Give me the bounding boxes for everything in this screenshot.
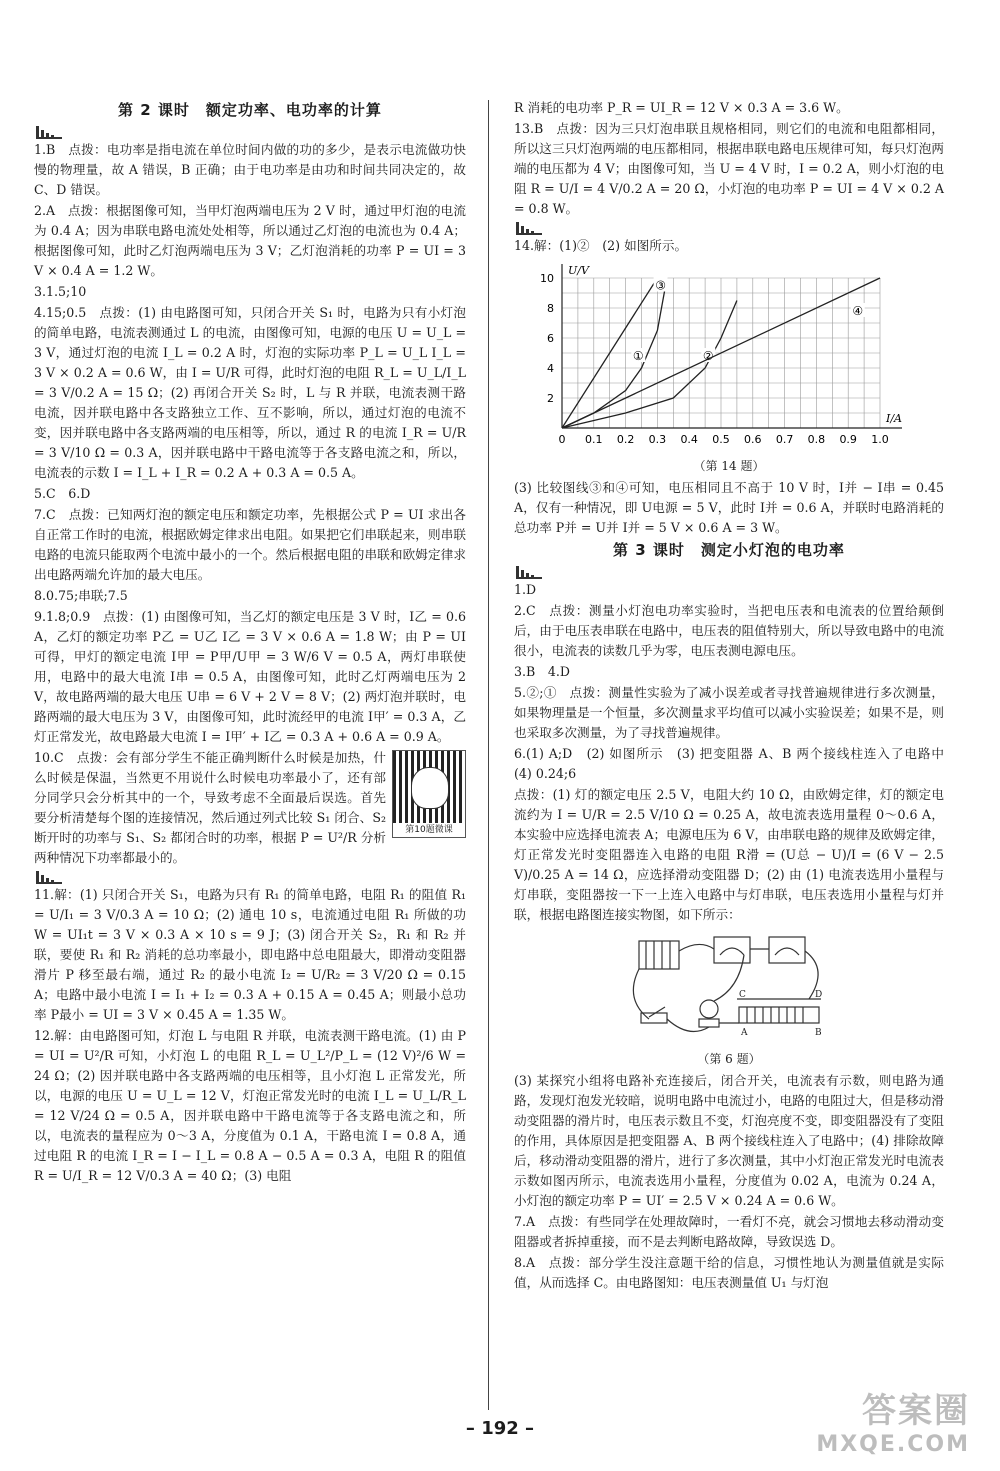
answer-r6-part-3: (3) 某探究小组将电路补充连接后，闭合开关，电流表有示数，则电路为通路，发现灯泡发光较暗，说明电路中电流过小，电路的电阻过大，但是移动滑动变阻器的滑片时，电压表示数且不变，灯泡亮度不变，即变阻器没有了变阻的作用，具体原因是把变阻器 A、B 两个接线柱连入了电路中；(4) 排除故障后，移动滑动变阻器的滑片，进行了多次测量，其中小灯泡正常发光时电流表示数如图丙所示，电流表选用小量程，分度值为 0.02 A，电流为 0.24 A，小灯泡的额定功率 P = UI′ = 2.5 V × 0.24 A = 0.6 W。 (514, 1073, 944, 1208)
svg-text:A: A (741, 1028, 748, 1038)
section-title-lesson-3: 第 3 课时 测定小灯泡的电功率 (613, 541, 845, 559)
level-1-icon (34, 124, 466, 140)
answer-1: 1.B 点拨：电功率是指电流在单位时间内做的功的多少，是表示电流做功快慢的物理量，故 A 错误，B 正确；由于电功率是由功和时间共同决定的，故 C、D 错误。 (34, 142, 466, 197)
answer-14-part-3: (3) 比较图线③和④可知，电压相同且不高于 10 V 时，I并 − I串 = 0.45 A，仅有一种情况，即 U电源 = 5 V，此时 I并 = 0.6 A，并联时电路消耗的总功率 P并 = U并 I并 = 5 V × 0.6 A = 3 W。 (514, 480, 944, 535)
x-tick-label: 0 (558, 433, 566, 446)
bulb-icon (700, 1000, 718, 1018)
series-line (562, 301, 737, 429)
page-number: – 192 – (465, 1418, 535, 1439)
x-tick-label: 1.0 (871, 433, 889, 446)
level-1-icon-lesson-3 (514, 564, 944, 580)
y-tick-label: 10 (540, 272, 554, 285)
series-label: ① (632, 349, 644, 363)
battery-icon (639, 941, 679, 969)
circuit-diagram-icon (619, 929, 839, 1049)
answer-r3-4: 3.B 4.D (514, 664, 570, 679)
ammeter-icon (714, 937, 750, 963)
qr-code-icon[interactable] (392, 750, 466, 838)
series-label: ④ (852, 304, 864, 318)
answer-14: 14.解：(1)② (2) 如图所示。 (514, 238, 688, 253)
watermark-logo (816, 1383, 970, 1457)
x-tick-label: 0.3 (648, 433, 667, 446)
y-tick-label: 8 (547, 302, 554, 315)
y-tick-label: 4 (547, 362, 554, 375)
answer-r1: 1.D (514, 582, 537, 597)
answer-12-continued: R 消耗的电功率 P_R = UI_R = 12 V × 0.3 A = 3.6 W。 (514, 100, 849, 115)
watermark-line-1: 答案圈 (862, 1391, 970, 1431)
qr-caption: 第10题微课 (393, 823, 465, 837)
figure-14-caption: （第 14 题） (693, 459, 765, 473)
answer-7: 7.C 点拨：已知两灯泡的额定电压和额定功率，先根据公式 P = UI 求出各自正常工作时的电流，根据欧姆定律求出电阻。如果把它们串联起来，则串联电路的电流只能取两个电流中最小的一个。然后根据电阻的串联和欧姆定律求出电路两端允许加的最大电压。 (34, 507, 466, 582)
answer-9: 9.1.8;0.9 点拨：(1) 由图像可知，当乙灯的额定电压是 3 V 时，I乙 = 0.6 A，乙灯的额定功率 P乙 = U乙 I乙 = 3 V × 0.6 A = 1.8 W；由 P = UI 可得，甲灯的额定电流 I甲 = P甲/U甲 = 3 W/6 V = 0.5 A，两灯串联使用，电路中的最大电流 I串 = 0.5 A，由图像可知，此时乙灯两端电压为 2 V，故电路两端的最大电压 U串 = 6 V + 2 V = 8 V；(2) 两灯泡并联时，电路两端的最大电压为 3 V，由图像可知，此时流经甲的电流 I甲′ = 0.3 A，乙灯正常发光，故电路最大电流 I = I甲′ + I乙 = 0.3 A + 0.6 A = 0.9 A。 (34, 609, 466, 744)
answer-8: 8.0.75;串联;7.5 (34, 588, 128, 603)
figure-6 (514, 929, 944, 1069)
series-label: ② (702, 349, 714, 363)
svg-text:B: B (815, 1028, 822, 1038)
page-number-value: 192 (481, 1418, 519, 1439)
answer-4: 4.15;0.5 点拨：(1) 由电路图可知，只闭合开关 S₁ 时，电路为只有小灯泡的简单电路，电流表测通过 L 的电流，由图像可知，电源的电压 U = U_L = 3 V，通过灯泡的电流 I_L = 0.2 A 时，灯泡的实际功率 P_L = U_L I_L = 3 V × 0.2 A = 0.6 W，由 I = U/R 可得，此时灯泡的电阻 R_L = U_L/I_L = 3 V/0.2 A = 15 Ω；(2) 再闭合开关 S₂ 时，L 与 R 并联，电流表测干路电流，因并联电路中各支路独立工作、互不影响，所以，通过灯泡的电流不变，因并联电路中各支路两端的电压相等，所以，通过 R 的电流 I_R = U/R = 3 V/10 Ω = 0.3 A，因并联电路中干路电流等于各支路电流之和，所以，电流表的示数 I = I_L + I_R = 0.2 A + 0.3 A = 0.5 A。 (34, 305, 466, 480)
x-tick-label: 0.6 (744, 433, 762, 446)
answer-12: 12.解：由电路图可知，灯泡 L 与电阻 R 并联，电流表测干路电流。(1) 由 P = UI = U²/R 可知，小灯泡 L 的电阻 R_L = U_L²/P_L = (12 V)²/6 W = 24 Ω；(2) 因并联电路中各支路两端的电压相等，且小灯泡 L 正常发光，所以，电源的电压 U = U_L = 12 V，灯泡正常发光时的电流 I_L = U_L/R_L = 12 V/24 Ω = 0.5 A，因并联电路中干路电流等于各支路电流之和，所以，电流表的量程应为 0～3 A，分度值为 0.1 A，干路电流 I = 0.8 A，通过电阻 R 的电流 I_R = I − I_L = 0.8 A − 0.5 A = 0.3 A，电阻 R 的阻值 R = U/I_R = 12 V/0.3 A = 40 Ω；(3) 电阻 (34, 1028, 466, 1183)
answer-2: 2.A 点拨：根据图像可知，当甲灯泡两端电压为 2 V 时，通过甲灯泡的电流为 0.4 A；因为串联电路电流处处相等，所以通过乙灯泡的电流也为 0.4 A；根据图像可知，此时乙灯泡两端电压为 3 V；乙灯泡消耗的功率 P = UI = 3 V × 0.4 A = 1.2 W。 (34, 203, 466, 278)
right-column (514, 98, 957, 1294)
answer-13: 13.B 点拨：因为三只灯泡串联且规格相同，则它们的电流和电阻都相同，所以这三只灯泡两端的电压都相同，根据串联电路电压规律可知，每只灯泡两端的电压都为 4 V；由图像可知，当 U = 4 V 时，I = 0.2 A，则小灯泡的电阻 R = U/I = 4 V/0.2 A = 20 Ω，小灯泡的电功率 P = UI = 4 V × 0.2 A = 0.8 W。 (514, 121, 944, 216)
watermark-line-2: MXQE.COM (816, 1432, 970, 1457)
answer-r6: 6.(1) A;D (2) 如图所示 (3) 把变阻器 A、B 两个接线柱连入了电路中 (4) 0.24;6 (514, 746, 957, 781)
x-tick-label: 0.4 (680, 433, 698, 446)
x-tick-label: 0.8 (807, 433, 826, 446)
section-title-lesson-2: 第 2 课时 额定功率、电功率的计算 (118, 101, 382, 119)
answer-r6-hint: 点拨：(1) 灯的额定电压 2.5 V，电阻大约 10 Ω，由欧姆定律，灯的额定电流约为 I = U/R = 2.5 V/10 Ω = 0.25 A，故电流表选用量程 0～0.6 A，本实验中应选择电流表 A；电源电压为 6 V，由串联电路的规律及欧姆定律，灯正常发光时变阻器连入电路的电阻 R滑 = (U总 − U)/I = (6 V − 2.5 V)/0.25 A = 14 Ω，应选择滑动变阻器 D；(2) 由 (1) 电流表选用小量程与灯串联，变阻器按一下一上连入电路中与灯串联，电压表选用小量程与灯并联，根据电路图连接实物图，如下所示： (514, 787, 944, 922)
x-tick-label: 0.5 (712, 433, 730, 446)
voltmeter-icon (769, 937, 805, 963)
answer-5-6: 5.C 6.D (34, 486, 91, 501)
left-column (34, 98, 466, 1187)
answer-r2: 2.C 点拨：测量小灯泡电功率实验时，当把电压表和电流表的位置给颠倒后，由于电压表串联在电路中，电压表的阻值特别大，所以导致电路中的电流很小，电流表的读数几乎为零，电压表测电源电压。 (514, 603, 944, 658)
column-divider (488, 100, 489, 1410)
y-tick-label: 6 (547, 332, 554, 345)
x-tick-label: 0.9 (839, 433, 857, 446)
answer-10: 10.C 点拨：会有部分学生不能正确判断什么时候是加热，什么时候是保温，当然更不用说什么时候电功率最小了，还有部分同学只会分析其中的一个，导致考虑不全面最后误选。首先要分析清楚每个图的连接情况，然后通过列式比较 S₁ 闭合、S₂ 断开时的功率与 S₁、S₂ 都闭合时的功率，根据 P = U²/R 分析两种情况下功率都最小的。 (34, 750, 386, 865)
u-i-chart (514, 260, 944, 450)
teacher-avatar-icon (411, 767, 449, 809)
y-axis-label: U/V (568, 264, 589, 277)
series-label: ③ (655, 278, 666, 293)
figure-6-caption: （第 6 题） (697, 1052, 761, 1066)
svg-text:C: C (739, 990, 746, 1000)
x-axis-label: I/A (886, 412, 902, 425)
answer-r5: 5.②;① 点拨：测量性实验为了减小误差或者寻找普遍规律进行多次测量，如果物理量是一个恒量，多次测量求平均值可以减小实验误差；如果不是，则也采取多次测量，为了寻找普遍规律。 (514, 685, 944, 740)
svg-text:D: D (815, 990, 823, 1000)
x-tick-label: 0.2 (616, 433, 635, 446)
answer-11: 11.解：(1) 只闭合开关 S₁，电路为只有 R₁ 的简单电路，电阻 R₁ 的阻值 R₁ = U/I₁ = 3 V/0.3 A = 10 Ω；(2) 通电 10 s，电流通过电阻 R₁ 所做的功 W = UI₁t = 3 V × 0.3 A × 10 s = 9 J；(3) 闭合开关 S₂，R₁ 和 R₂ 并联，要使 R₁ 和 R₂ 消耗的总功率最小，即电路中总电阻最大，即滑动变阻器滑片 P 移至最右端，通过 R₂ 的最小电流 I₂ = U/R₂ = 3 V/20 Ω = 0.15 A；电路中最小电流 I = I₁ + I₂ = 0.3 A + 0.15 A = 0.45 A；则最小总功率 P最小 = UI = 3 V × 0.45 A = 1.35 W。 (34, 887, 466, 1022)
answer-r8: 8.A 点拨：部分学生没注意题干给的信息，习惯性地认为测量值就是实际值，从而选择 C。由电路图知：电压表测量值 U₁ 与灯泡 (514, 1255, 944, 1290)
y-tick-label: 2 (547, 392, 554, 405)
answer-r7: 7.A 点拨：有些同学在处理故障时，一看灯不亮，就会习惯地去移动滑动变阻器或者拆掉重接，而不是去判断电路故障，导致误选 D。 (514, 1214, 944, 1249)
x-tick-label: 0.7 (775, 433, 794, 446)
figure-14 (514, 260, 944, 476)
answer-3: 3.1.5;10 (34, 284, 87, 299)
level-2-icon (34, 869, 466, 885)
level-3-icon (514, 220, 944, 236)
x-tick-label: 0.1 (585, 433, 603, 446)
